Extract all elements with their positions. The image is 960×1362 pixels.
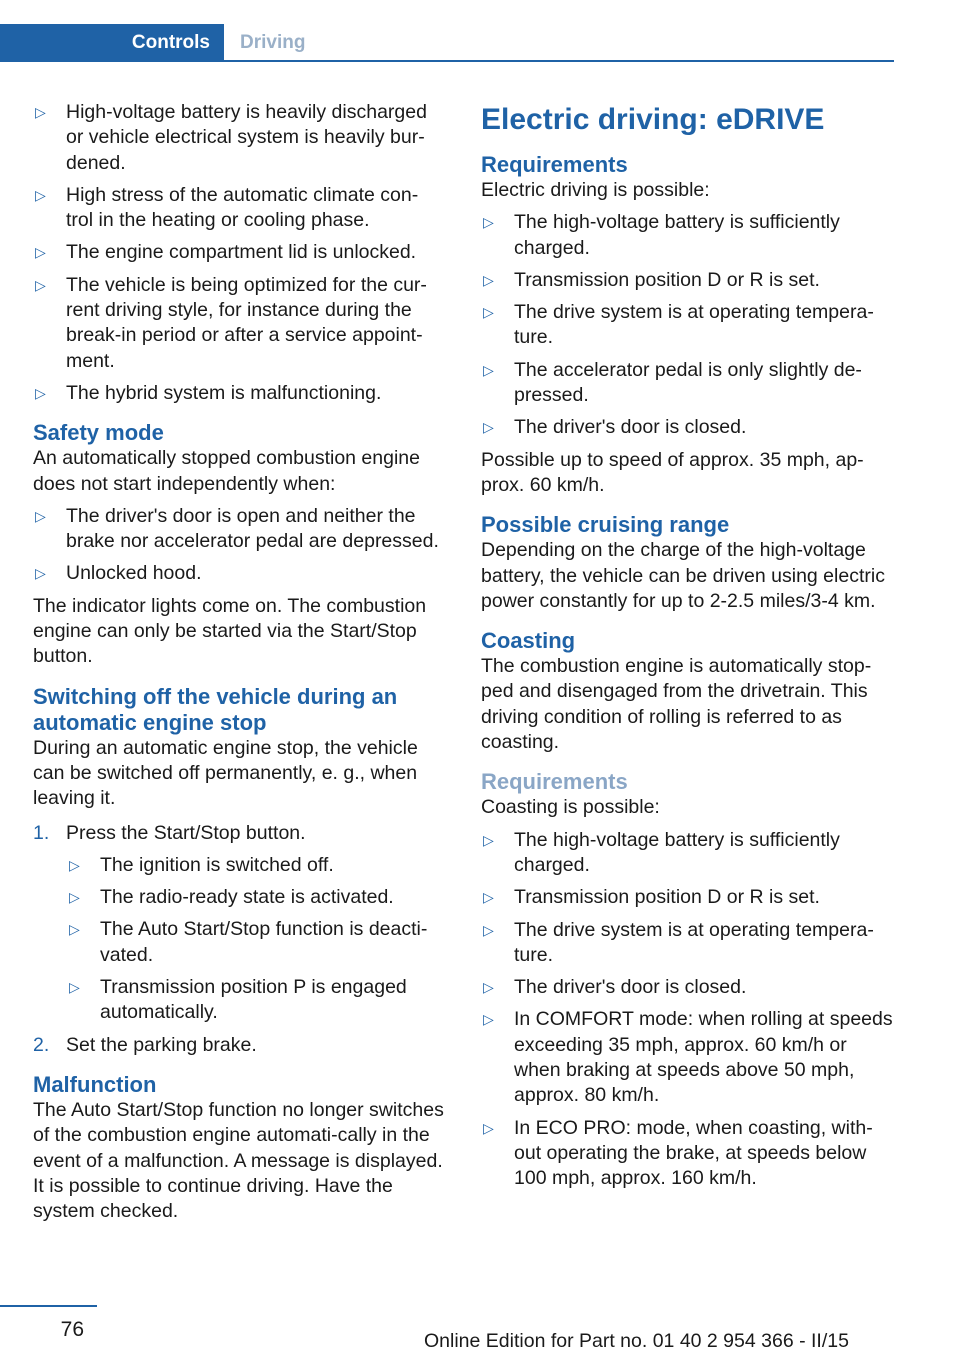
- triangle-bullet-icon: ▷: [69, 979, 80, 996]
- triangle-bullet-icon: ▷: [35, 384, 46, 401]
- paragraph: Coasting is possible:: [481, 796, 660, 819]
- right-column: [481, 100, 895, 1199]
- paragraph: Possible up to speed of approx. 35 mph, ap‐prox. 60 km/h.: [481, 448, 864, 496]
- list-item: ▷ High-voltage battery is heavily discharged or vehicle electrical system is heavily bur‐dened.: [35, 101, 427, 174]
- page-number: 76: [60, 1318, 84, 1341]
- list-item: ▷ The hybrid system is malfunctioning.: [33, 381, 445, 406]
- tab-controls[interactable]: Controls: [0, 24, 224, 62]
- page-title: Electric driving: eDRIVE: [481, 103, 825, 136]
- left-column: [33, 100, 445, 1224]
- triangle-bullet-icon: ▷: [483, 1119, 494, 1136]
- list-item: ▷ Transmission position D or R is set.: [481, 268, 895, 293]
- triangle-bullet-icon: ▷: [483, 361, 494, 378]
- numbered-step: 2. Set the parking brake.: [33, 1033, 445, 1058]
- triangle-bullet-icon: ▷: [35, 104, 46, 120]
- list-item: ▷ The ignition is switched off.: [67, 853, 445, 878]
- section-requirements: [481, 152, 895, 498]
- section-heading: Requirements: [481, 769, 628, 795]
- triangle-bullet-icon: ▷: [35, 186, 46, 203]
- triangle-bullet-icon: ▷: [35, 507, 46, 524]
- triangle-bullet-icon: ▷: [69, 921, 80, 938]
- list-item: ▷ The drive system is at operating tempera‐ture.: [483, 301, 874, 349]
- tab-driving[interactable]: Driving: [240, 32, 306, 53]
- triangle-bullet-icon: ▷: [483, 419, 494, 436]
- paragraph: The combustion engine is automatically stop‐ped and disengaged from the drivetrain. This driving condition of rolling is referred to as coasting.: [481, 655, 872, 754]
- step-number: 2.: [33, 1033, 50, 1056]
- list-item: ▷ The driver's door is closed.: [481, 975, 895, 1000]
- triangle-bullet-icon: ▷: [35, 276, 46, 293]
- list-item: ▷ Transmission position P is engaged automatically.: [69, 976, 407, 1024]
- triangle-bullet-icon: ▷: [483, 831, 494, 848]
- list-item: ▷ In ECO PRO: mode, when coasting, with‐out operating the brake, at speeds below 100 mph, approx. 160 km/h.: [483, 1116, 873, 1190]
- paragraph: The indicator lights come on. The combustion engine can only be started via the Start/Stop button.: [33, 594, 427, 668]
- section-cruising-range: [481, 512, 895, 614]
- list-item: ▷ The Auto Start/Stop function is deacti‐vated.: [69, 918, 428, 966]
- triangle-bullet-icon: ▷: [483, 214, 494, 231]
- list-item: ▷ The accelerator pedal is only slightly de‐pressed.: [483, 358, 862, 407]
- section-coasting-requirements: [481, 769, 895, 1191]
- triangle-bullet-icon: ▷: [483, 1011, 494, 1028]
- list-item: ▷ The radio-ready state is activated.: [67, 885, 445, 910]
- triangle-bullet-icon: ▷: [483, 304, 494, 321]
- list-item: ▷ The driver's door is open and neither the brake nor accelerator pedal are depressed.: [35, 504, 439, 553]
- footer-divider: [0, 1305, 97, 1307]
- list-item: ▷ Unlocked hood.: [33, 561, 445, 586]
- section-heading: Safety mode: [33, 420, 164, 446]
- triangle-bullet-icon: ▷: [483, 979, 494, 996]
- paragraph: An automatically stopped combustion engine does not start independently when:: [33, 447, 420, 495]
- edition-note: Online Edition for Part no. 01 40 2 954 366 - II/15: [424, 1330, 849, 1352]
- triangle-bullet-icon: ▷: [483, 271, 494, 288]
- triangle-bullet-icon: ▷: [483, 889, 494, 906]
- paragraph: The Auto Start/Stop function no longer switches of the combustion engine automati‐cally in the event of a malfunction. A message is displayed. It is possible to continue driving. Have the system checked.: [33, 1098, 444, 1223]
- section-malfunction: [33, 1072, 445, 1224]
- triangle-bullet-icon: ▷: [69, 856, 80, 873]
- triangle-bullet-icon: ▷: [69, 889, 80, 906]
- list-item: ▷ Transmission position D or R is set.: [481, 885, 895, 910]
- sub-bullet-list: [33, 853, 445, 1026]
- triangle-bullet-icon: ▷: [483, 921, 494, 938]
- list-item: ▷ The drive system is at operating tempera‐ture.: [483, 918, 874, 966]
- section-switching-off: [33, 684, 445, 1058]
- list-item: ▷ The vehicle is being optimized for the cur‐rent driving style, for instance during the break-in period or after a service appoint‐ment.: [35, 273, 427, 372]
- list-item: ▷ The high-voltage battery is sufficiently charged.: [483, 828, 840, 876]
- list-item: ▷ The engine compartment lid is unlocked.: [33, 240, 445, 265]
- list-item: ▷ High stress of the automatic climate con‐trol in the heating or cooling phase.: [35, 183, 419, 232]
- list-item: ▷ In COMFORT mode: when rolling at speeds exceeding 35 mph, approx. 60 km/h or when braking at speeds above 50 mph, approx. 80 km/h.: [483, 1008, 893, 1107]
- section-heading: Requirements: [481, 152, 628, 177]
- list-item: ▷ The high-voltage battery is sufficiently charged.: [483, 211, 840, 259]
- section-heading: Malfunction: [33, 1071, 157, 1097]
- section-heading: Coasting: [481, 628, 576, 654]
- section-safety-mode: [33, 420, 445, 669]
- paragraph: Electric driving is possible:: [481, 179, 710, 201]
- triangle-bullet-icon: ▷: [35, 244, 46, 261]
- header-divider: [224, 60, 894, 62]
- section-heading: Switching off the vehicle during an automatic engine stop: [33, 683, 398, 735]
- triangle-bullet-icon: ▷: [35, 565, 46, 582]
- bullet-list: [33, 100, 445, 406]
- step-number: 1.: [33, 821, 50, 844]
- section-coasting: [481, 628, 895, 755]
- list-item: ▷ The driver's door is closed.: [481, 415, 895, 440]
- page-header: [0, 0, 960, 64]
- paragraph: Depending on the charge of the high-voltage battery, the vehicle can be driven using electric power constantly for up to 2-2.5 miles/3-4 km.: [481, 539, 885, 612]
- paragraph: During an automatic engine stop, the vehicle can be switched off permanently, e. g., when leaving it.: [33, 736, 418, 810]
- numbered-step: 1. Press the Start/Stop button.: [33, 821, 445, 846]
- section-heading: Possible cruising range: [481, 512, 730, 538]
